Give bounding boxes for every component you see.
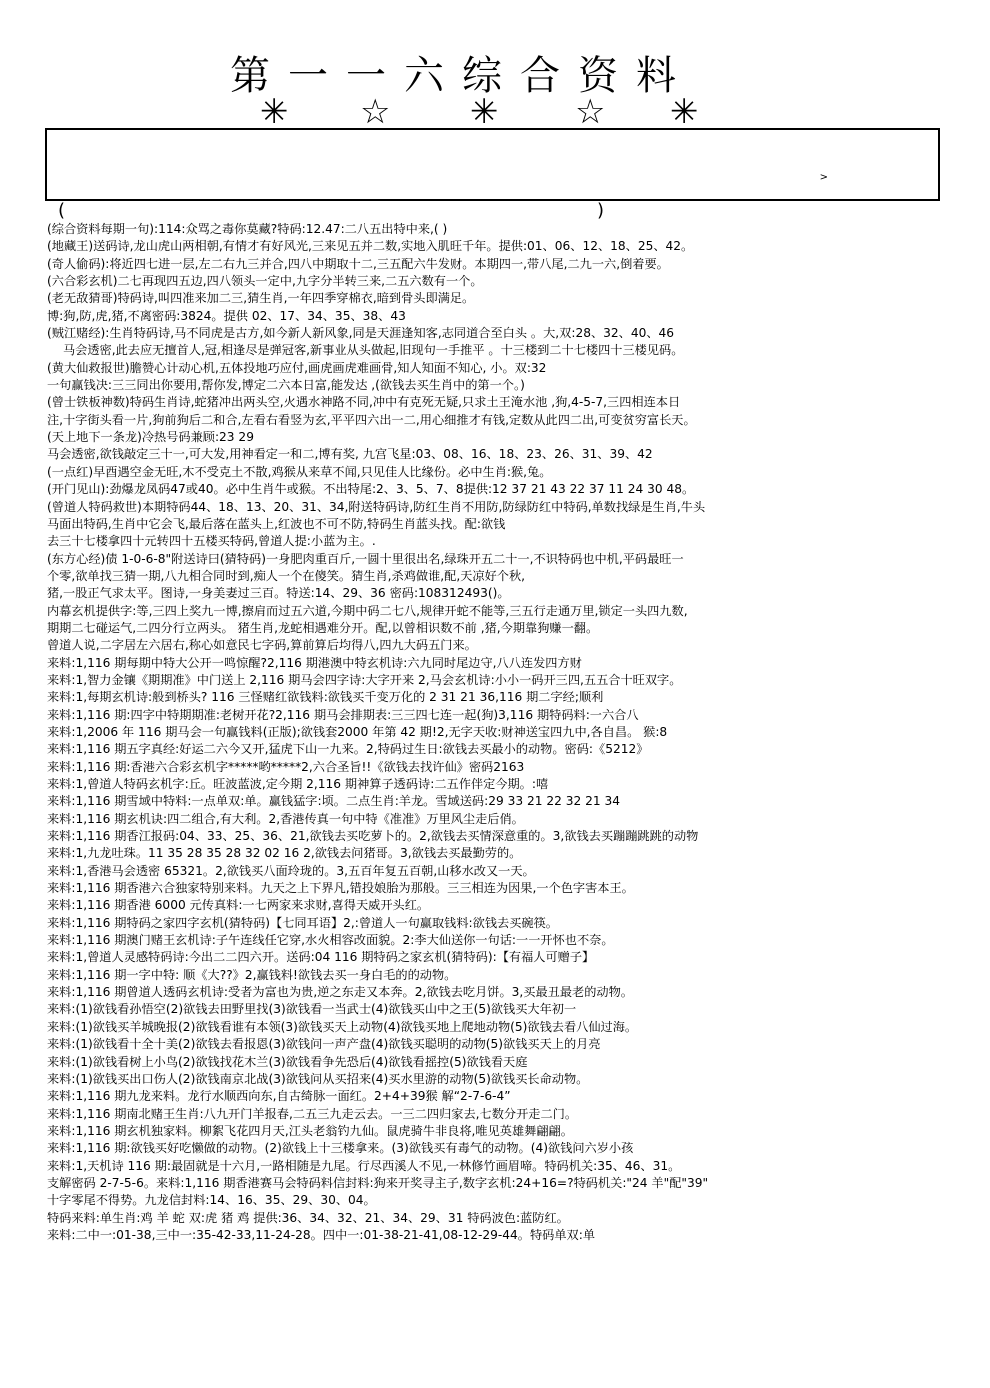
page-title: 第一一六综合资料 xyxy=(230,53,694,99)
text-line: 来料:(1)欲钱看孙悟空(2)欲钱去田野里找(3)欲钱看一当武士(4)欲钱买山中之王(5)欲钱买大年初一 xyxy=(47,1002,577,1017)
text-line: (黄大仙救报世)膽赞心计动心机,五体投地巧应付,画虎画虎难画骨,知人知面不知心, 小。双:32 xyxy=(47,360,547,375)
text-line: (地藏王)送码诗,龙山虎山两相朝,有情才有好风光,三来见五并二数,实地入肌旺千年。提供:01、06、12、18、25、42。 xyxy=(47,239,694,254)
text-line: 十字零尾不得势。九龙信封料:14、16、35、29、30、04。 xyxy=(47,1193,376,1208)
text-line: 来料:1,116 期雪域中特料:一点单双:单。赢钱猛字:顷。二点生肖:羊龙。雪域送码:29 33 21 22 32 21 34 xyxy=(47,794,621,809)
text-line: 来料:1,116 期每期中特大公开一鸣惊醒?2,116 期港澳中特玄机诗:六九同时尾边守,八八连发四方财 xyxy=(47,655,582,670)
text-line: 来料:1,116 期香江报码:04、33、25、36、21,欲钱去买吃萝卜的。2,欲钱去买情深意重的。3,欲钱去买蹦蹦跳跳的动物 xyxy=(47,829,699,844)
text-line: 马会透密,此去应无擅首人,冠,相逢尽是弹冠客,新事业从头做起,旧现句一手推平 。十三楼到二十七楼四十三楼见码。 xyxy=(63,343,684,358)
text-line: (东方心经)债 1-0-6-8"附送诗曰(猜特码)一身肥肉重百斤,一圆十里很出名,绿珠开五二十一,不识特码也中机,平码最旺一 xyxy=(47,551,684,566)
star-outline-icon: ☆ xyxy=(360,92,391,132)
text-line: (综合资料每期一句):114:众骂之毒你莫藏?特码:12.47:二八五出特中来,( ) xyxy=(47,222,448,236)
text-line: 来料:1,116 期五字真经:好运二六今又开,猛虎下山一九来。2,特码过生日:欲钱去买最小的动物。密码:《5212》 xyxy=(47,742,649,757)
text-line: 曾道人说,二字居左六居右,称心如意民七字码,算前算后均得八,四九大码五门来。 xyxy=(47,638,477,653)
text-line: 来料:1,116 期曾道人透码玄机诗:受者为富也为贵,逆之东走又本奔。2,欲钱去吃月饼。3,买最丑最老的动物。 xyxy=(47,985,633,1000)
blank-banner-box xyxy=(45,128,940,201)
text-line: 猪,一股正气求太平。图诗,一身美妻过三百。特送:14、29、36 密码:108312493()。 xyxy=(47,586,510,601)
text-line: 内幕玄机提供字:等,三四上奖九一博,擦肩而过五六道,今期中码二七八,规律开蛇不能等,三五行走通万里,锁定一头四九数, xyxy=(47,603,688,618)
text-line: 来料:1,香港马会透密 65321。2,欲钱买八面玲珑的。3,五百年复五百朝,山移水改又一天。 xyxy=(47,863,535,878)
text-line: 来料:1,2006 年 116 期马会一句赢钱料(正版);欲钱套2000 年第 42 期!2,无字天收:财神送宝四九中,各自昌。 猴:8 xyxy=(47,724,668,739)
text-line: 来料:1,116 期玄机诀:四二组合,有大利。2,香港传真一句中特《准准》万里风尘走后俏。 xyxy=(47,811,524,826)
text-line: 马会透密,欲钱敲定三十一,可大发,用神看定一和二,博有奖, 九宫飞星:03、08、16、18、23、26、31、39、42 xyxy=(47,447,653,462)
text-line: 来料:1,116 期特码之家四字玄机(猜特码)【七同耳语】2,:曾道人一句赢取钱料:欲钱去买碗筷。 xyxy=(47,915,558,930)
text-line: 马面出特码,生肖中它会飞,最后落在蓝头上,红波也不可不防,特码生肖蓝头找。配:欲钱 xyxy=(47,516,506,531)
text-line: 来料:1,116 期:四字中特期期准:老树开花?2,116 期马会排期表:三三四七连一起(狗)3,116 期特码料:一六合八 xyxy=(47,707,639,722)
text-line: (贼江赌经):生肖特码诗,马不同虎是古方,如今新人新风象,同是天涯逢知客,志同道合至白头 。大,双:28、32、40、46 xyxy=(47,326,675,341)
text-line: 来料:1,曾道人灵感特码诗:今出二二四六开。送码:04 116 期特码之家玄机(猜特码):【有福人可赠子】 xyxy=(47,950,595,965)
text-line: (老无敌猜哥)特码诗,叫四准来加二三,猜生肖,一年四季穿棉衣,暗到骨头即满足。 xyxy=(47,291,475,306)
text-line: 个零,欲单找三猜一期,八九相合同时到,痴人一个在傻笑。猜生肖,杀鸡做谁,配,天凉好个秋, xyxy=(47,568,526,583)
text-line: 来料:1,曾道人特码玄机字:丘。旺波蓝波,定今期 2,116 期神算子透码诗:二五作伴定今期。:嘻 xyxy=(47,777,549,791)
text-line: 博:狗,防,虎,猪,不离密码:3824。提供 02、17、34、35、38、43 xyxy=(47,308,406,323)
text-line: 期期二七碰运气,二四分行立两头。 猪生肖,龙蛇相遇难分开。配,以曾相识数不前 ,猪,今期靠狗赚一翻。 xyxy=(47,620,599,635)
star-outline-icon: ☆ xyxy=(575,92,606,132)
text-line: 来料:1,116 期一字中特: 顺《大??》2,赢钱料!欲钱去买一身白毛的的动物。 xyxy=(47,967,457,982)
text-line: 来料:1,116 期玄机独家料。柳絮飞花四月天,江头老翁钓九仙。鼠虎骑牛非良将,唯见英雄舞翩翩。 xyxy=(47,1123,573,1138)
text-line: 来料:1,智力金镶《期期准》中门送上 2,116 期马会四字诗:大字开来 2,马会玄机诗:小小一码开三四,五五合十旺双字。 xyxy=(47,672,682,687)
text-line: 来料:1,天机诗 116 期:最固就是十六月,一路相随是九尾。行尽西溪人不见,一林修竹画眉啼。特码机关:35、46、31。 xyxy=(47,1158,681,1173)
text-line: 一句赢钱决:三三同出你要用,帮你发,博定二六本日富,能发达 ,(欲钱去买生肖中的第一个。) xyxy=(47,378,525,393)
text-line: 来料:(1)欲钱买出口伤人(2)欲钱南京北战(3)欲钱问从买招来(4)买水里游的动物(5)欲钱买长命动物。 xyxy=(47,1071,589,1086)
text-line: 来料:二中一:01-38,三中一:35-42-33,11-24-28。四中一:01-38-21-41,08-12-29-44。特码单双:单 xyxy=(47,1227,596,1242)
text-line: 来料:1,116 期香港六合独家特别来料。九天之上下界凡,错投娘胎为那般。三三相连为因果,一个色字害本王。 xyxy=(47,881,634,896)
text-line: 特码来料:单生肖:鸡 羊 蛇 双:虎 猪 鸡 提供:36、34、32、21、34、29、31 特码波色:蓝防红。 xyxy=(47,1210,569,1225)
asterisk-icon: ✳ xyxy=(670,92,699,132)
text-line: (曾道人特码救世)本期特码44、18、13、20、31、34,附送特码诗,防红生肖不用防,防绿防红中特码,单数找绿是生肖,牛头 xyxy=(47,499,706,514)
text-line: 来料:(1)欲钱买羊城晚报(2)欲钱看谁有本领(3)欲钱买天上动物(4)欲钱买地上爬地动物(5)欲钱去看八仙过海。 xyxy=(47,1019,638,1034)
text-line: 来料:1,116 期:欲钱买好吃懒做的动物。(2)欲钱上十三楼拿来。(3)欲钱买有毒气的动物。(4)欲钱问六岁小孩 xyxy=(47,1141,634,1156)
text-line: (六合彩玄机)二七再现四五边,四八领头一定中,九字分半转三来,二五六数有一个。 xyxy=(47,274,483,289)
right-paren-decoration: ) xyxy=(597,200,605,221)
text-line: 支解密码 2-7-5-6。来料:1,116 期香港赛马会特码料信封料:狗来开奖寻主子,数字玄机:24+16=?特码机关:"24 羊"配"39" xyxy=(47,1175,709,1190)
text-line: 来料:1,116 期九龙来料。龙行水顺西向东,自古绮脉一面红。2+4+39猴 解“2-7-6-4” xyxy=(47,1089,511,1104)
text-lines xyxy=(47,221,952,1244)
star-row xyxy=(250,92,710,132)
text-line: 注,十字街头看一片,狗前狗后二和合,左看右看竖为玄,平平四六出一二,用心细推才有钱,定数从此四二出,可变贫穷富长天。 xyxy=(47,412,696,427)
asterisk-icon: ✳ xyxy=(470,92,499,132)
text-line: 来料:1,每期玄机诗:般到桥头? 116 三怪赌红欲钱料:欲钱买千变万化的 2 31 21 36,116 期二字经;顺利 xyxy=(47,690,604,705)
left-paren-decoration: ( xyxy=(58,200,66,221)
text-line: 去三十七楼拿四十元转四十五楼买特码,曾道人提:小蓝为主。. xyxy=(47,534,376,549)
box-mark: > xyxy=(819,172,828,183)
text-line: 来料:1,116 期澳门赌王玄机诗:子午连线任它穿,水火相容改面貌。2:李大仙送你一句话:一一开怀也不奈。 xyxy=(47,933,614,948)
text-line: 来料:(1)欲钱看十全十美(2)欲钱去看报恩(3)欲钱问一声产盘(4)欲钱买聪明的动物(5)欲钱买天上的月亮 xyxy=(47,1037,601,1052)
text-line: 来料:1,116 期香港 6000 元传真料:一七两家来求财,喜得天威开头红。 xyxy=(47,898,430,913)
text-line: 来料:1,九龙吐珠。11 35 28 35 28 32 02 16 2,欲钱去问猪哥。3,欲钱去买最勤劳的。 xyxy=(47,846,522,861)
text-line: (开门见山):劲爆龙凤码47或40。必中生肖牛或猴。不出特尾:2、3、5、7、8提供:12 37 21 43 22 37 11 24 30 48。 xyxy=(47,482,695,497)
text-line: (奇人偷码):将近四七进一层,左二右九三并合,四八中期取十二,三五配六牛发财。本期四一,带八尾,二九一六,倒着要。 xyxy=(47,256,669,271)
text-line: (天上地下一条龙)冷热号码兼顾:23 29 xyxy=(47,430,254,445)
asterisk-icon: ✳ xyxy=(260,92,289,132)
text-line: 来料:1,116 期南北赌王生肖:八九开门羊报春,二五三九走云去。一三二四归家去,七数分开走二门。 xyxy=(47,1106,578,1121)
text-line: 来料:(1)欲钱看树上小鸟(2)欲钱找花木兰(3)欲钱看争先恐后(4)欲钱看摇控(5)欲钱看天庭 xyxy=(47,1054,528,1069)
text-line: (曾士铁板神数)特码生肖诗,蛇猪冲出两头空,火遇水神路不同,冲中有克死无疑,只求土王淹水池 ,狗,4-5-7,三四相连本日 xyxy=(47,395,681,410)
text-line: 来料:1,116 期:香港六合彩玄机字*****哟*****2,六合圣旨!!《欲钱去找许仙》密码2163 xyxy=(47,759,525,774)
text-line: (一点红)早酉遇空金无旺,木不受克土不散,鸡猴从来草不闻,只见佳人比缘份。必中生肖:猴,兔。 xyxy=(47,464,552,479)
